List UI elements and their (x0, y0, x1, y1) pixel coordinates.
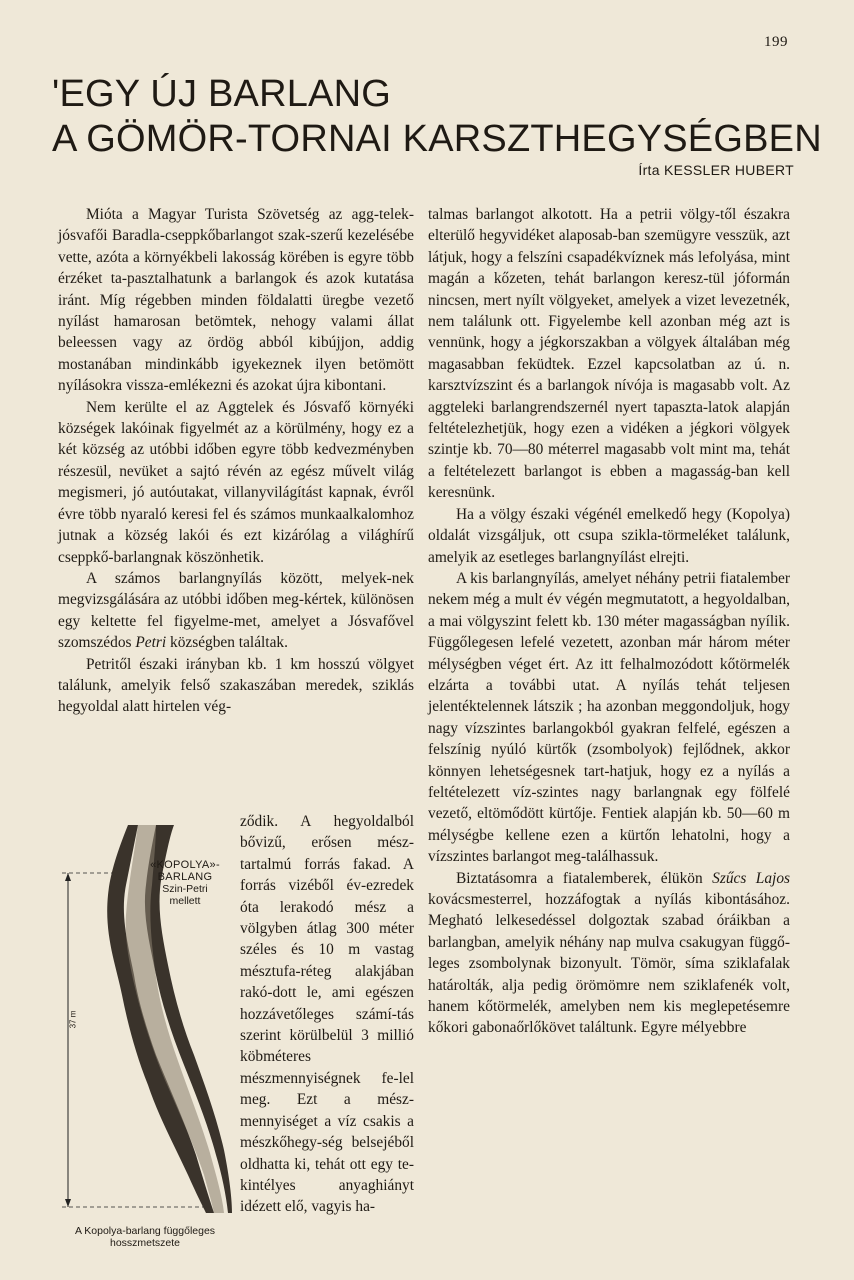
paragraph (58, 568, 414, 654)
page-number: 199 (764, 34, 788, 50)
person-name: Szűcs Lajos (712, 869, 790, 887)
depth-measurement-label: 37 m (68, 1010, 78, 1029)
left-column (58, 204, 414, 718)
narrow-column-text (240, 811, 414, 1218)
figure-label-line: Szin-Petri (162, 883, 208, 895)
paragraph: Ha a völgy északi végénél emelkedő hegy (Kopolya) oldalát vizsgáljuk, ott csupa szikla-törmeléket találunk, amelyik az esetleges barlangnyílást elrejti. (428, 505, 790, 566)
paragraph (428, 868, 790, 1039)
paragraph-text: kovácsmesterrel, hozzáfogtak a nyílás kibontásához. Megható lelkesedéssel dolgoztak szabad óráikban a barlangban, amelyik néhány nap mulva csakugyan függő-leges zsombolynak bizonyult. Tömör, síma sziklafalak határolták, alja pedig örömömre nem sziklafenék volt, hanem kőtörmelék, amelyben nem kis meglepetésemre kőkori gabonaőrlőkövet találtunk. Egyre mélyebbre (428, 891, 790, 1037)
title-line-1: 'EGY ÚJ BARLANG (52, 73, 391, 115)
figure-label-line: «KOPOLYA»- (150, 859, 220, 871)
article-title (52, 72, 822, 162)
author-byline: Írta KESSLER HUBERT (638, 162, 794, 178)
paragraph-text: Biztatásomra a fiatalemberek, élükön (456, 869, 713, 887)
paragraph-text: községben találtak. (166, 634, 288, 652)
paragraph: talmas barlangot alkotott. Ha a petrii völgy-től északra elterülő hegyvidéket alaposab-ban szemügyre vesszük, azt látjuk, hogy a felszíni csapadékvíznek más lefolyása, mint magán a kőzeten, tehát barlangon keresz-tül jóformán nincsen, mert nyílt völgyeket, amelyek a vizet levezetnék, nem találunk ott. Figyelembe kell azonban még azt is vennünk, hogy a jégkorszakban a völgyek általában még magasabban feküdtek. Ezzel kapcsolatban az ú. n. karsztvízszint és a barlangok nívója is magasabb volt. Az aggteleki barlangrendszernél nyert tapaszta-latok alapján feltételezhetjük, hogy ezen a vidéken a jégkori völgyek szintje kb. 70—80 méterrel magasabb volt mint ma, tehát a feltételezett barlangot is ebben a magasság-ban kell keresnünk. (428, 206, 790, 502)
paragraph-text: A számos barlangnyílás között, melyek-nek megvizsgálására az utóbbi időben meg-kértek, különösen egy keltette fel figyelme-met, amelyet a Jósvafővel szomszédos (58, 569, 414, 652)
title-line-2: A GÖMÖR-TORNAI KARSZTHEGYSÉGBEN (52, 118, 822, 160)
paragraph: ződik. A hegyoldalból bővizű, erősen mész-tartalmú forrás fakad. A forrás vizéből év-ezredek óta lerakodó mész a völgyben átlag 300 méter széles és 10 m vastag mésztufa-réteg alakjában rakó-dott le, ami egészen hozzávetőleges számí-tás szerint körülbelül 3 millió köbméteres mészmennyiségnek fe-lel meg. Ezt a mész-mennyiséget a víz csakis a mészkőhegy-ség belsejéből oldhatta ki, tehát ott egy te-kintélyes anyaghiányt idézett elő, vagyis ha- (240, 813, 414, 1216)
paragraph: Nem kerülte el az Aggtelek és Jósvafő környéki községek lakóinak figyelmét az a körülmény, hogy ez a két község az utóbbi időben egyre több kedvezményben részesül, nevüket a sajtó révén az egész művelt világ megismeri, jó autóutakat, villanyvilágítást kapnak, évről évre több nyaraló keresi fel és számos munkaalkalomhoz jutnak a község lakói és ezt kizárólag a világhírű cseppkő-barlangnak köszönhetik. (58, 398, 414, 566)
paragraph: A kis barlangnyílás, amelyet néhány petrii fiatalember nekem még a mult év végén megmutatott, a hegyoldalban, a mai völgyszint felett kb. 130 méter magasságban nyílik. Függőlegesen lefelé vezetett, azonban már három méter mélységben véget ért. Az itt felhalmozódott kőtörmelék elzárta a további utat. A nyílás tehát teljesen jelentéktelennek látszik ; ha azonban meggondoljuk, hogy nagy vízszintes barlangokból gyakran felfelé, egészen a felszínig nyúló kürtők (zsombolyok) fejlődnek, akkor könnyen lehetségesnek tart-hatjuk, hogy ez a nyílás a feltételezett víz-szintes nagy barlangnak egy fölfelé vezető, eltömődött kürtője. Fentiek alapján kb. 50—60 m mélységbe kellene ezen a kürtőn lehatolni, hogy a vízszintes barlangot meg-találhassuk. (428, 569, 790, 866)
right-column (428, 204, 790, 1039)
paragraph: Petritől északi irányban kb. 1 km hosszú völgyet találunk, amelyik felső szakaszában meredek, sziklás hegyoldal alatt hirtelen vég- (58, 655, 414, 716)
place-name: Petri (135, 634, 167, 652)
figure-caption: A Kopolya-barlang függőleges hosszmetszete (74, 1225, 216, 1249)
figure-label (144, 859, 226, 907)
figure-label-line: BARLANG (157, 871, 213, 883)
cave-cross-section-figure (56, 815, 234, 1255)
paragraph: Mióta a Magyar Turista Szövetség az agg-telek-jósvafői Baradla-cseppkőbarlangot szak-szerű kezelésébe vette, azóta a környékbeli lakosság körében is egyre több érzéket ta-pasztalhatunk a barlangok és azok kutatása iránt. Míg régebben minden földalatti üregbe vezető nyílást hamarosan betömtek, nehogy valami állat beleessen vagy az ördög abból kibújjon, addig mostanában mindinkább igyekeznek ilyen betömött nyílásokra vissza-emlékezni és azokat újra kibontani. (58, 206, 414, 395)
figure-label-line: mellett (169, 895, 201, 907)
